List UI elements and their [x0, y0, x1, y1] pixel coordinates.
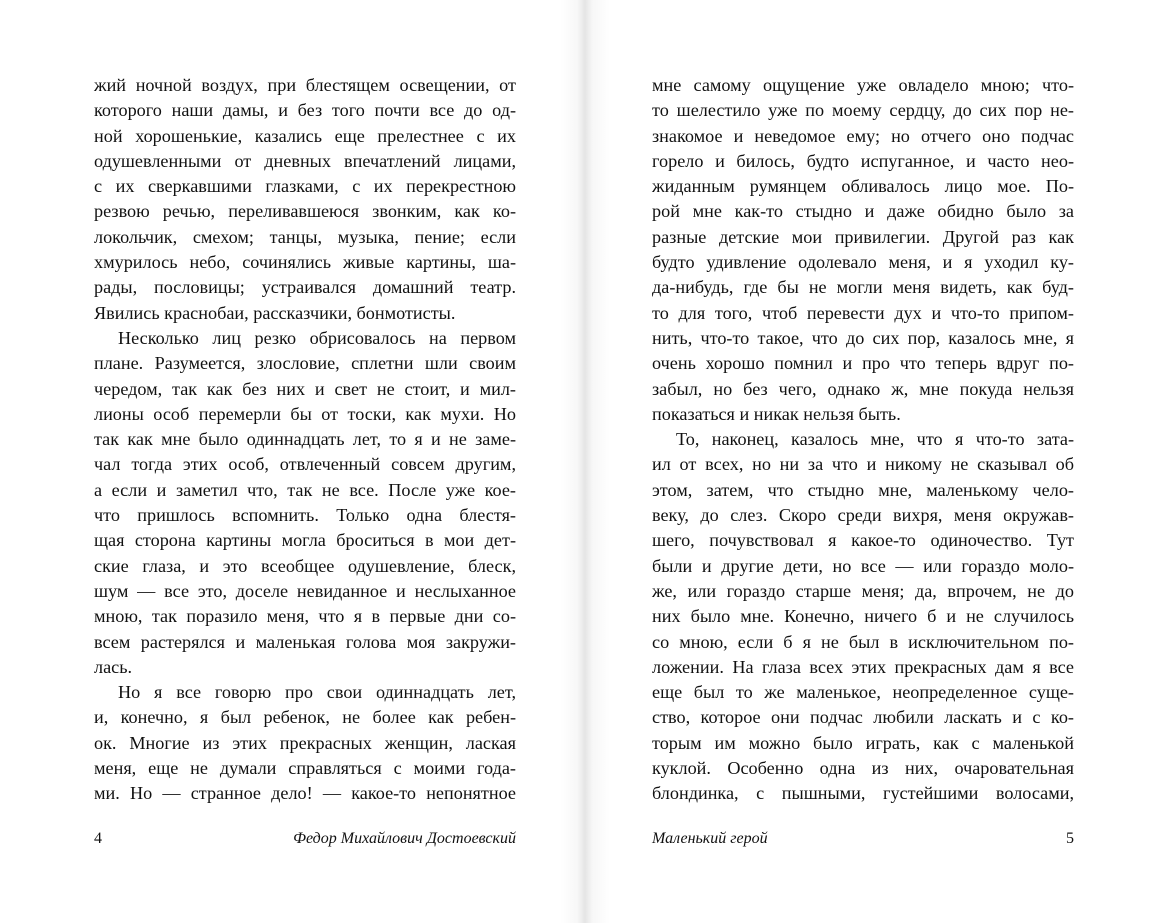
text-line: то для того, чтоб перевести дух и что-то припом- [652, 302, 1074, 323]
paragraph-start-line: Но я все говорю про свои одиннадцать лет, [118, 682, 516, 703]
text-line: ство, которое они подчас любили ласкать и с ко- [652, 707, 1074, 728]
text-line: лась. [94, 656, 133, 677]
text-line: шум — все это, доселе невиданное и неслыханное [94, 580, 516, 601]
text-line: мне самому ощущение уже овладело мною; что- [652, 75, 1074, 95]
text-line: щая сторона картины могла броситься в мои дет- [94, 530, 516, 551]
text-line: разные детские мои привилегии. Другой раз как [652, 226, 1074, 247]
text-line: показаться и никак нельзя быть. [652, 403, 901, 424]
page-number: 5 [1066, 830, 1074, 847]
text-line: знакомое и неведомое ему; но отчего оно подчас [652, 125, 1074, 146]
text-line: мною, так поразило меня, что я в первые дни со- [94, 606, 516, 627]
text-line: нить, что-то такое, что до сих пор, казалось мне, я [652, 327, 1074, 348]
page-number: 4 [94, 830, 102, 847]
running-head-author: Федор Михайлович Достоевский [293, 830, 516, 847]
text-line: плане. Разумеется, злословие, сплетни шли своим [94, 353, 516, 374]
text-line: блондинка, с пышными, густейшими волосами, [652, 783, 1074, 804]
text-line: хмурилось небо, сочинялись живые картины, ша- [94, 252, 516, 273]
text-line: ложении. На глаза всех этих прекрасных дам я все [652, 656, 1074, 677]
right-page-text [652, 73, 1074, 807]
text-line: веку, до слез. Скоро среди вихря, меня окружав- [652, 505, 1074, 526]
text-line: локольчик, смехом; танцы, музыка, пение; если [94, 226, 516, 247]
book-gutter-shadow [560, 0, 610, 923]
text-line: лионы особ перемерли бы от тоски, как мухи. Но [94, 403, 516, 424]
paragraph-start-line: То, наконец, казалось мне, что я что-то зата- [676, 429, 1074, 450]
text-line: что пришлось вспомнить. Только одна блестя- [94, 505, 516, 526]
text-line: а если и заметил что, так не все. После уже кое- [94, 479, 516, 500]
text-line: с их сверкавшими глазками, с их перекрестною [94, 176, 516, 197]
text-line: были и другие дети, но все — или гораздо моло- [652, 555, 1074, 576]
text-line: шего, почувствовал я какое-то одиночество. Тут [652, 530, 1074, 551]
text-line: забыл, но без чего, однако ж, мне покуда нельзя [652, 378, 1074, 399]
text-line: ок. Многие из этих прекрасных женщин, лаская [94, 732, 516, 753]
text-line: резвою речью, переливавшеюся звонким, как ко- [94, 201, 516, 222]
text-line: ил от всех, но ни за что и никому не сказывал об [652, 454, 1074, 475]
text-line: чередом, так как без них и свет не стоит, и мил- [94, 378, 516, 399]
text-line: Явились краснобаи, рассказчики, бонмотисты. [94, 302, 456, 323]
text-line: одушевленными от дневных впечатлений лицами, [94, 150, 516, 171]
text-line: так как мне было одиннадцать лет, то я и не заме- [94, 429, 516, 450]
text-line: которого наши дамы, и без того почти все до од- [94, 100, 516, 121]
text-line: рой мне как-то стыдно и даже обидно было за [652, 201, 1074, 222]
text-line: ские глаза, и это всеобщее одушевление, блеск, [94, 555, 516, 576]
text-line: да-нибудь, где бы не могли меня видеть, как буд- [652, 277, 1074, 298]
text-line: этом, затем, что стыдно мне, маленькому чело- [652, 479, 1074, 500]
text-line: горело и билось, будто испуганное, и часто нео- [652, 150, 1074, 171]
text-line: рады, пословицы; устраивался домашний театр. [94, 277, 516, 298]
text-line: еще был то же маленькое, неопределенное суще- [652, 682, 1074, 703]
text-line: них было мне. Конечно, ничего б и не случилось [652, 606, 1074, 627]
text-line: ми. Но — странное дело! — какое-то непонятное [94, 783, 516, 804]
text-line: жиданным румянцем обливалось лицо мое. По- [652, 176, 1074, 197]
text-line: всем растерялся и маленькая голова моя закружи- [94, 631, 516, 652]
text-line: куклой. Особенно одна из них, очаровательная [652, 758, 1074, 779]
running-head-title: Маленький герой [652, 830, 768, 847]
text-line: жий ночной воздух, при блестящем освещении, от [94, 75, 516, 95]
text-line: же, или гораздо старше меня; да, впрочем, не до [652, 580, 1074, 601]
text-line: очень хорошо помнил и про что теперь вдруг по- [652, 353, 1074, 374]
paragraph-start-line: Несколько лиц резко обрисовалось на первом [118, 327, 516, 348]
text-line: торым им можно было играть, как с маленькой [652, 732, 1074, 753]
right-page [582, 0, 1164, 923]
text-line: будто удивление одолевало меня, и я уходил ку- [652, 252, 1074, 273]
text-line: со мною, если б я не был в исключительном по- [652, 631, 1074, 652]
text-line: чал тогда этих особ, отвлеченный совсем другим, [94, 454, 516, 475]
text-line: ной хорошенькие, казались еще прелестнее с их [94, 125, 516, 146]
text-line: то шелестило уже по моему сердцу, до сих пор не- [652, 100, 1074, 121]
text-line: и, конечно, я был ребенок, не более как ребен- [94, 707, 516, 728]
left-page-text [94, 73, 516, 807]
text-line: меня, еще не думали справляться с моими года- [94, 758, 516, 779]
